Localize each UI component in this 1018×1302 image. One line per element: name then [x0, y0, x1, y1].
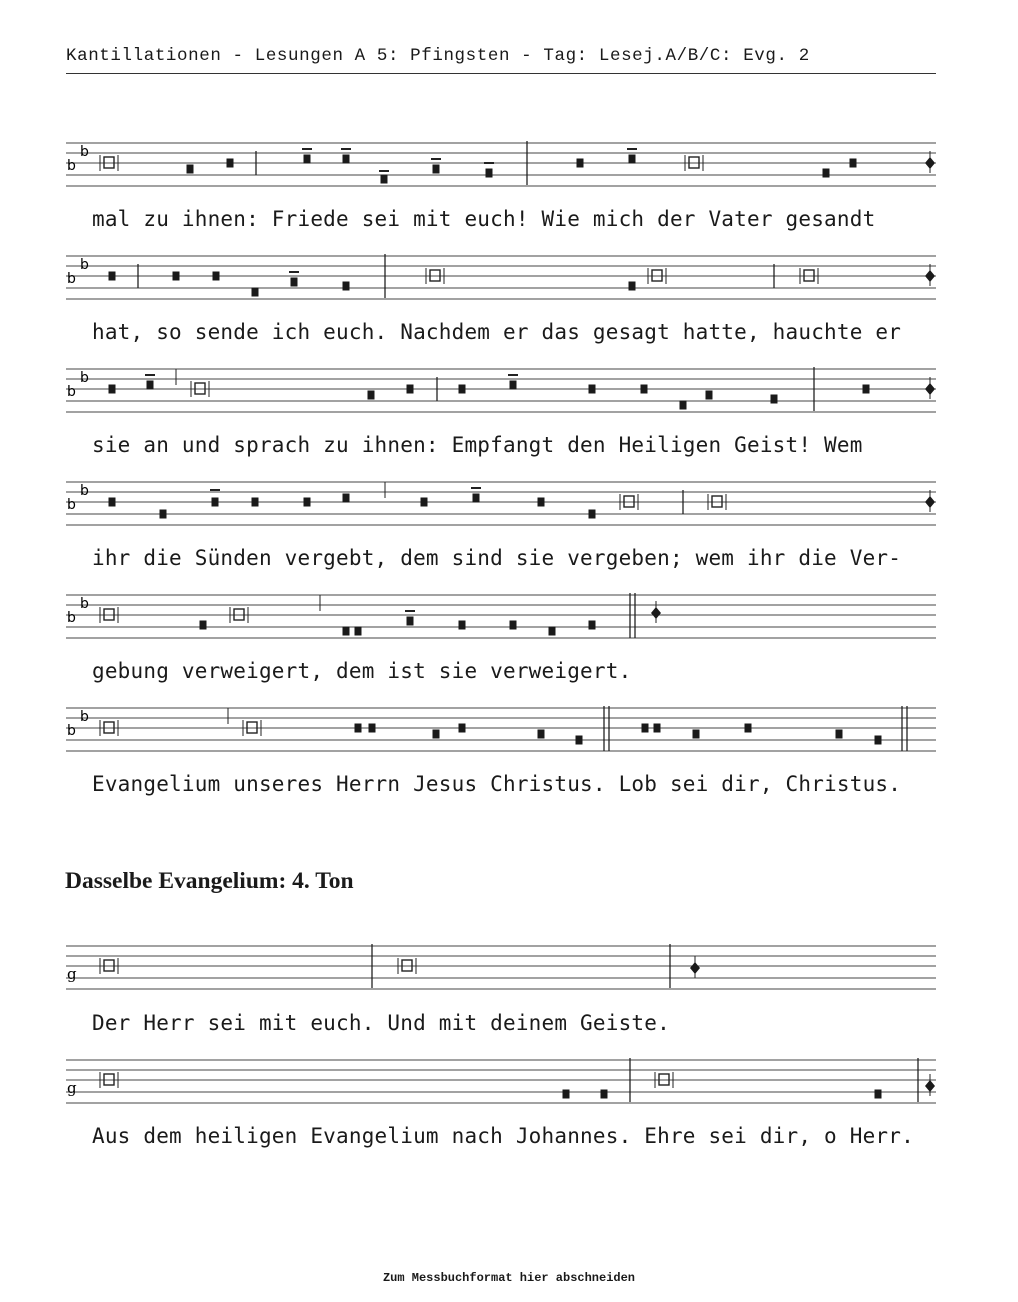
note-square [629, 155, 636, 164]
note-square [343, 627, 350, 636]
note-square [368, 391, 375, 400]
lyric-line-6: Evangelium unseres Herrn Jesus Christus. Lob sei dir, Christus. [92, 772, 902, 796]
note-square [549, 627, 556, 636]
note-square [343, 494, 350, 503]
note-square [421, 498, 428, 507]
flat-clef: b [80, 596, 89, 612]
final-diamond [925, 383, 935, 395]
note-square [563, 1090, 570, 1099]
note-square [745, 724, 752, 733]
final-diamond [690, 962, 700, 974]
note-square [850, 159, 857, 168]
note-square [589, 510, 596, 519]
note-square [355, 627, 362, 636]
note-square [459, 621, 466, 630]
note-square [629, 282, 636, 291]
note-square [473, 494, 480, 503]
note-square [433, 165, 440, 174]
note-square [459, 385, 466, 394]
note-square [212, 498, 219, 507]
lyric-line-8: Aus dem heiligen Evangelium nach Johannes. Ehre sei dir, o Herr. [92, 1124, 914, 1148]
note-square [693, 730, 700, 739]
note-square [538, 730, 545, 739]
page-header: Kantillationen - Lesungen A 5: Pfingsten - Tag: Lesej.A/B/C: Evg. 2 [66, 46, 810, 66]
note-square [291, 278, 298, 287]
note-square [200, 621, 207, 630]
note-square [369, 724, 376, 733]
flat-clef: b [80, 370, 89, 386]
note-square [601, 1090, 608, 1099]
note-square [875, 1090, 882, 1099]
note-square [187, 165, 194, 174]
note-square [109, 272, 116, 281]
note-square [213, 272, 220, 281]
note-square [875, 736, 882, 745]
note-square [173, 272, 180, 281]
note-square [510, 381, 517, 390]
lyric-line-4: ihr die Sünden vergebt, dem sind sie vergeben; wem ihr die Ver- [92, 546, 902, 570]
g-clef: g [67, 1079, 77, 1097]
note-square [654, 724, 661, 733]
flat-clef: b [67, 610, 76, 626]
lyric-line-7: Der Herr sei mit euch. Und mit deinem Geiste. [92, 1011, 670, 1035]
final-diamond [925, 496, 935, 508]
flat-clef: b [67, 497, 76, 513]
lyric-line-5: gebung verweigert, dem ist sie verweigert. [92, 659, 632, 683]
note-square [381, 175, 388, 184]
flat-clef: b [67, 271, 76, 287]
note-square [576, 736, 583, 745]
note-square [771, 395, 778, 404]
lyric-line-1: mal zu ihnen: Friede sei mit euch! Wie mich der Vater gesandt [92, 207, 876, 231]
note-square [109, 385, 116, 394]
flat-clef: b [67, 384, 76, 400]
note-square [407, 617, 414, 626]
note-square [589, 385, 596, 394]
note-square [433, 730, 440, 739]
note-square [304, 155, 311, 164]
note-square [538, 498, 545, 507]
flat-clef: b [67, 723, 76, 739]
footer-note: Zum Messbuchformat hier abschneiden [382, 1271, 636, 1285]
g-clef: g [67, 965, 77, 983]
note-square [304, 498, 311, 507]
note-square [227, 159, 234, 168]
note-square [343, 282, 350, 291]
flat-clef: b [80, 709, 89, 725]
note-square [577, 159, 584, 168]
note-square [459, 724, 466, 733]
note-square [823, 169, 830, 178]
final-diamond [651, 607, 661, 619]
note-square [355, 724, 362, 733]
note-square [343, 155, 350, 164]
final-diamond [925, 1080, 935, 1092]
final-diamond [925, 157, 935, 169]
final-diamond [925, 270, 935, 282]
flat-clef: b [80, 257, 89, 273]
flat-clef: b [80, 483, 89, 499]
note-square [160, 510, 167, 519]
note-square [706, 391, 713, 400]
flat-clef: b [67, 158, 76, 174]
note-square [510, 621, 517, 630]
note-square [147, 381, 154, 390]
note-square [407, 385, 414, 394]
note-square [589, 621, 596, 630]
note-square [109, 498, 116, 507]
note-square [252, 288, 259, 297]
note-square [486, 169, 493, 178]
flat-clef: b [80, 144, 89, 160]
note-square [641, 385, 648, 394]
section-heading: Dasselbe Evangelium: 4. Ton [65, 868, 354, 894]
note-square [863, 385, 870, 394]
lyric-line-2: hat, so sende ich euch. Nachdem er das gesagt hatte, hauchte er [92, 320, 902, 344]
note-square [642, 724, 649, 733]
note-square [836, 730, 843, 739]
note-square [680, 401, 687, 410]
note-square [252, 498, 259, 507]
lyric-line-3: sie an und sprach zu ihnen: Empfangt den Heiligen Geist! Wem [92, 433, 863, 457]
